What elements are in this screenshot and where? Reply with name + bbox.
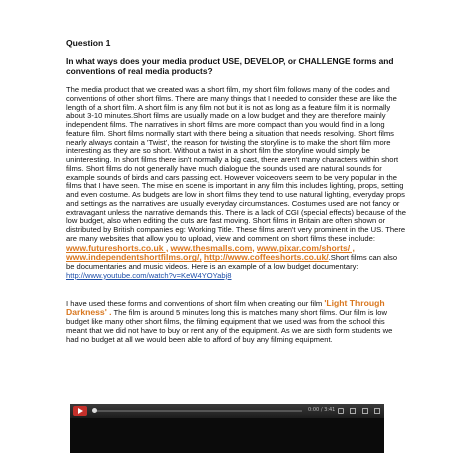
- video-progress-track[interactable]: [94, 410, 302, 412]
- play-icon[interactable]: [73, 406, 87, 416]
- link-youtube-documentary[interactable]: http://www.youtube.com/watch?v=KeW4YOYabj8: [66, 270, 232, 280]
- film-title-after: .: [106, 307, 112, 318]
- paragraph-after-links: .Short films can also be documentaries and music videos. Here is an example of a low budget documentary:: [66, 253, 398, 272]
- link-pixar[interactable]: www.pixar.com/shorts/: [256, 242, 351, 253]
- link-separator: ,: [350, 242, 355, 253]
- embedded-video-player[interactable]: [70, 404, 384, 453]
- link-thesmalls[interactable]: www.thesmalls.com,: [170, 242, 255, 253]
- film-title: 'Light Through Darkness': [66, 297, 385, 318]
- document-content: [66, 38, 406, 344]
- popout-icon[interactable]: [362, 408, 368, 414]
- quality-icon[interactable]: [350, 408, 356, 414]
- volume-icon[interactable]: [338, 408, 344, 414]
- link-separator: ,: [199, 252, 202, 263]
- paragraph-our-film-text: The film is around 5 minutes long this is matches many short films. Our film is low budget like many other short films, the filming equipment that we used was from the school this meant that we did not have to buy or rent any of the equipment. As we are sixth form students we had no budget at all we would been able to afford of buy any filming equipment.: [66, 308, 393, 344]
- paragraph-our-film: [66, 299, 406, 345]
- question-heading: Question 1: [66, 38, 111, 48]
- paragraph-conventions: [66, 86, 406, 281]
- video-time-readout: 0:00 / 3:41: [308, 407, 336, 413]
- link-futureshorts[interactable]: www.futureshorts.co.uk: [66, 242, 164, 253]
- question-text: In what ways does your media product USE, DEVELOP, or CHALLENGE forms and conventions of real media products?: [66, 56, 394, 76]
- link-coffeeshorts[interactable]: http://www.coffeeshorts.co.uk/: [203, 252, 329, 263]
- link-independentshortfilms[interactable]: www.independentshortfilms.org/: [66, 252, 200, 263]
- paragraph-conventions-text: The media product that we created was a short film, my short film follows many of the codes and conventions of other short films. There are many things that I needed to consider these are like the length of a short film. A short film is any film not but it is not as long as a feature film it is normally about 3-10 minutes.Short films are usually made on a low budget and they are therefore mainly independent films. The narratives in short films are more compact than you would find in a long feature film. Short films normally start with there being a situation that needs resolving. Short films nearly always contain a 'Twist', the reason for twisting the storyline is to make the short film more interesting as they are so short. Without a twist in a short film the storyline would simply be uninteresting. In short films there isn't normally a big cast, there aren't many characters within short films. Short films do not generally have much dialogue the sounds used are natural sounds for example sounds of birds and cars passing ect. However voiceovers seem to be very popular in the films that I have seen. The mise en scene is important in any film this includes lighting, props, setting and even costume. As budgets are low in short films they tend to use natural lighting, everyday props and settings as the narratives are usually everyday circumstances. Costumes used are not fancy or extravagant unless the narrative demands this. There is a lack of CGI (special effects) because of the low budget, also when editing the cuts are fast moving. Short films in Britain are often shown or distributed by British companies eg: Working Title. These films aren't very prominent in the US. There are many websites that allow you to upload, view and comment on short films these include:: [66, 85, 406, 243]
- fullscreen-icon[interactable]: [374, 408, 380, 414]
- link-separator: ,: [163, 242, 169, 253]
- video-progress-knob[interactable]: [92, 408, 97, 413]
- video-control-bar: [70, 404, 384, 418]
- paragraph-our-film-intro: I have used these forms and conventions of short film when creating our film: [66, 298, 325, 308]
